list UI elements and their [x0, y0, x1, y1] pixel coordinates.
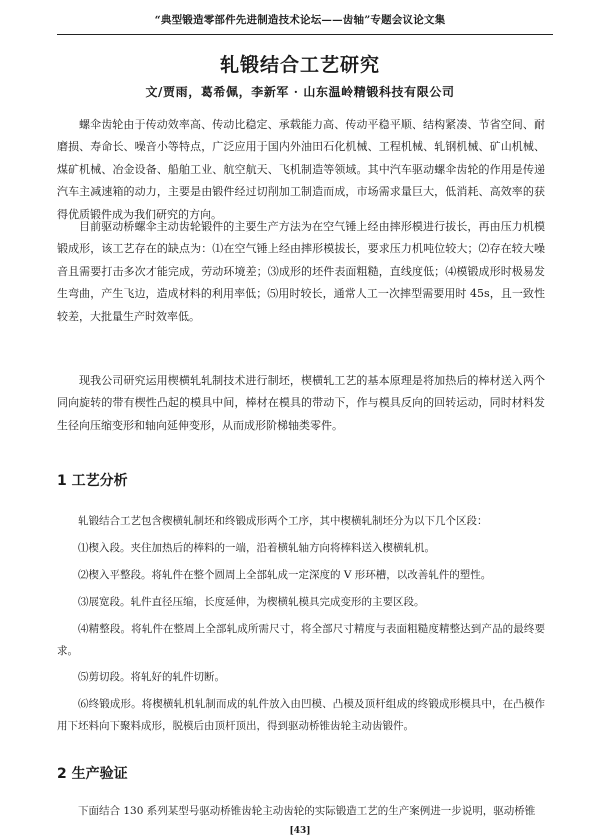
list-item: ⑶展宽段。轧件直径压缩，长度延伸，为楔横轧模具完成变形的主要区段。 [78, 596, 425, 608]
section-2-intro: 下面结合 130 系列某型号驱动桥锥齿轮主动齿轮的实际锻造工艺的生产案例进一步说明，驱动桥锥 [78, 805, 536, 817]
list-item: ⑴楔入段。夹住加热后的棒料的一端，沿着横轧轴方向将棒料送入楔横轧机。 [78, 542, 435, 554]
section-heading-production-verification: 2 生产验证 [57, 766, 128, 782]
paragraph-intro: 螺伞齿轮由于传动效率高、传动比稳定、承载能力高、传动平稳平顺、结构紧凑、节省空间、耐磨损、寿命长、噪音小等特点，广泛应用于国内外油田石化机械、工程机械、轧钢机械、矿山机械、煤矿机械、冶金设备、船舶工业、航空航天、飞机制造等领域。其中汽车驱动螺伞齿轮的作用是传递汽车主减速箱的动力，主要是由锻件经过切削加工制造而成，市场需求量巨大，低消耗、高效率的获得优质锻件成为我们研究的方向。 [57, 118, 545, 221]
header-rule [57, 34, 553, 35]
list-item: ⑷精整段。将轧件在整周上全部轧成所需尺寸，将全部尺寸精度与表面粗糙度精整达到产品的最终要求。 [57, 623, 545, 658]
paragraph-current-method: 目前驱动桥螺伞主动齿轮锻件的主要生产方法为在空气锤上经由摔形模进行拔长，再由压力机模锻成形，该工艺存在的缺点为：⑴在空气锤上经由摔形模拔长，要求压力机吨位较大；⑵存在较大噪音且需要打击多次才能完成，劳动环境差；⑶成形的坯件表面粗糙，直线度低；⑷模锻成形时极易发生弯曲，产生飞边，造成材料的利用率低；⑸用时较长，通常人工一次摔型需要用时 45s，且一致性较差，大批量生产时效率低。 [57, 220, 545, 323]
page-number: [43] [289, 826, 311, 836]
running-header: “典型锻造零部件先进制造技术论坛——齿轴”专题会议论文集 [154, 14, 446, 26]
paragraph-wedge-rolling: 现我公司研究运用楔横轧轧制技术进行制坯，楔横轧工艺的基本原理是将加热后的棒材送入两个同向旋转的带有楔性凸起的模具中间，棒材在模具的带动下，作与模具反向的回转运动，同时材料发生径向压缩变形和轴向延伸变形，从而成形阶梯轴类零件。 [57, 374, 545, 432]
list-item: ⑸剪切段。将轧好的轧件切断。 [78, 671, 225, 683]
article-title: 轧锻结合工艺研究 [219, 54, 380, 76]
list-item: ⑵楔入平整段。将轧件在整个圆周上全部轧成一定深度的 V 形环槽，以改善轧件的塑性。 [78, 569, 492, 581]
article-authors: 文/贾雨，葛希佩，李新军 · 山东温岭精锻科技有限公司 [145, 85, 455, 99]
section-heading-process-analysis: 1 工艺分析 [57, 473, 128, 489]
section-1-intro: 轧锻结合工艺包含楔横轧制坯和终锻成形两个工序，其中楔横轧制坯分为以下几个区段： [78, 515, 488, 527]
list-item: ⑹终锻成形。将楔横轧机轧制而成的轧件放入由凹模、凸模及顶杆组成的终锻成形模具中，在凸模作用下坯料向下聚料成形，脱模后由顶杆顶出，得到驱动桥锥齿轮主动齿锻件。 [57, 698, 545, 733]
